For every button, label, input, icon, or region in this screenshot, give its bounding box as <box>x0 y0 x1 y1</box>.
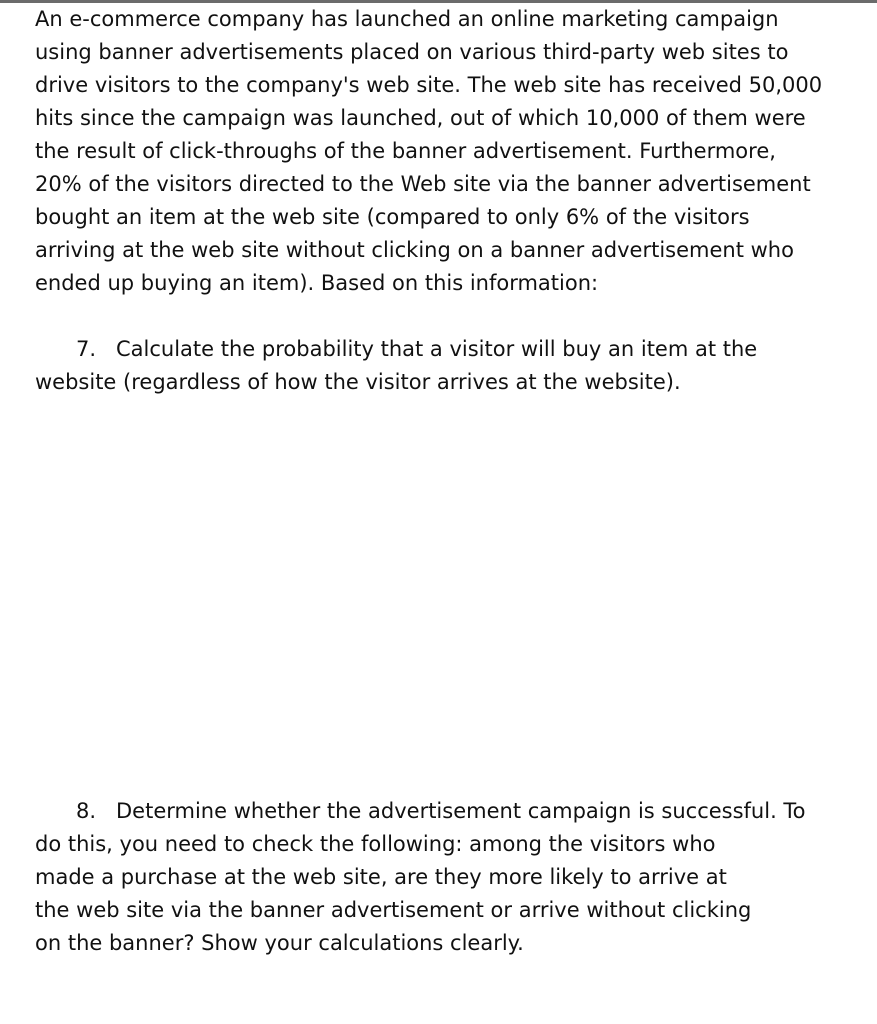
question-8-line: do this, you need to check the following: among the visitors who <box>35 832 716 856</box>
question-8-line: the web site via the banner advertisement or arrive without clicking <box>35 898 752 922</box>
question-7-number: 7. <box>76 337 97 361</box>
intro-line: bought an item at the web site (compared to only 6% of the visitors <box>35 205 750 229</box>
question-7-line: website (regardless of how the visitor arrives at the website). <box>35 370 681 394</box>
intro-line: hits since the campaign was launched, out of which 10,000 of them were <box>35 106 806 130</box>
question-8-text: Determine whether the advertisement campaign is successful. To <box>116 799 806 823</box>
intro-line: using banner advertisements placed on various third-party web sites to <box>35 40 789 64</box>
question-8-line: made a purchase at the web site, are they more likely to arrive at <box>35 865 727 889</box>
intro-line: An e-commerce company has launched an online marketing campaign <box>35 7 779 31</box>
intro-line: ended up buying an item). Based on this information: <box>35 271 599 295</box>
intro-line: the result of click-throughs of the banner advertisement. Furthermore, <box>35 139 776 163</box>
question-7-text: Calculate the probability that a visitor will buy an item at the <box>116 337 758 361</box>
intro-line: drive visitors to the company's web site. The web site has received 50,000 <box>35 73 823 97</box>
question-8-first-line <box>76 795 806 828</box>
intro-line: 20% of the visitors directed to the Web site via the banner advertisement <box>35 172 811 196</box>
question-7-first-line <box>76 333 757 366</box>
question-8-line: on the banner? Show your calculations clearly. <box>35 931 524 955</box>
question-8-number: 8. <box>76 799 97 823</box>
intro-line: arriving at the web site without clicking on a banner advertisement who <box>35 238 794 262</box>
